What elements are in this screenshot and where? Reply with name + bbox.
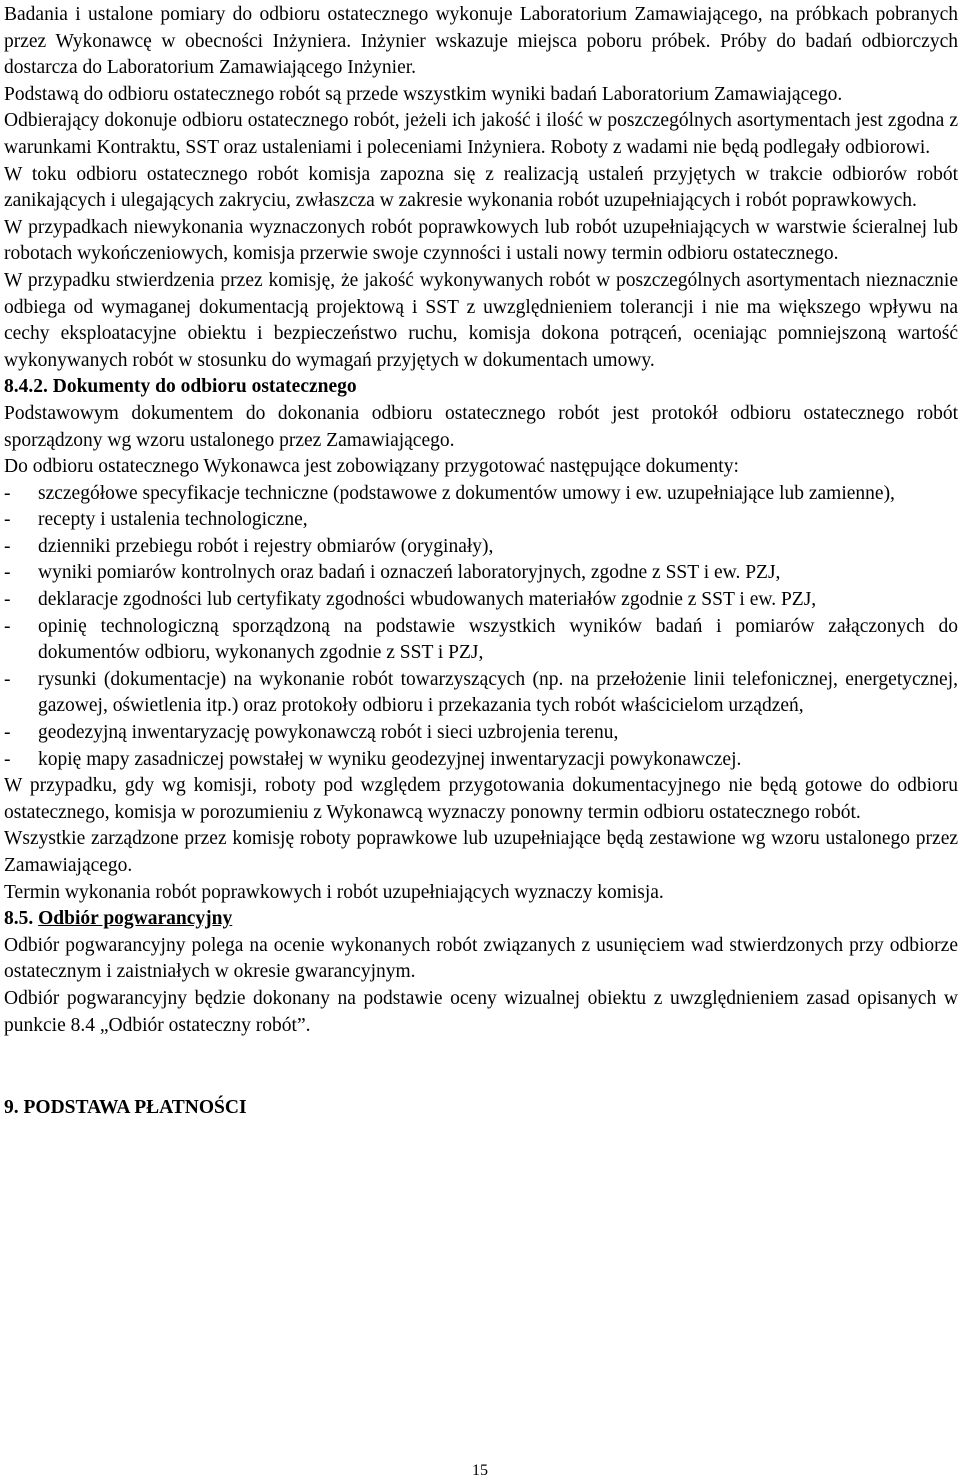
paragraph: Podstawowym dokumentem do dokonania odbioru ostatecznego robót jest protokół odbioru ostatecznego robót sporządzony wg wzoru ustalonego przez Zamawiającego.: [4, 402, 958, 451]
document-page: [4, 2, 958, 1122]
list-item-text: szczegółowe specyfikacje techniczne (podstawowe z dokumentów umowy i ew. uzupełniające lub zamienne),: [38, 482, 895, 504]
paragraph: Badania i ustalone pomiary do odbioru ostatecznego wykonuje Laboratorium Zamawiającego, na próbkach pobranych przez Wykonawcę w obecności Inżyniera. Inżynier wskazuje miejsca poboru próbek. Próby do badań odbiorczych dostarcza do Laboratorium Zamawiającego Inżynier.: [4, 4, 958, 79]
list-item: [4, 614, 958, 667]
paragraph: Do odbioru ostatecznego Wykonawca jest zobowiązany przygotować następujące dokumenty:: [4, 456, 739, 478]
bullet-dash: -: [4, 748, 11, 770]
spacer: [4, 1039, 958, 1095]
heading-number: 8.4.2.: [4, 376, 53, 398]
bullet-dash: -: [4, 722, 11, 744]
list-item-text: kopię mapy zasadniczej powstałej w wyniku geodezyjnej inwentaryzacji powykonawczej.: [38, 748, 742, 770]
paragraph: W przypadku, gdy wg komisji, roboty pod względem przygotowania dokumentacyjnego nie będą gotowe do odbioru ostatecznego, komisja w porozumieniu z Wykonawcą wyznaczy ponowny termin odbioru ostatecznego robót.: [4, 775, 958, 823]
page-number: 15: [472, 1462, 488, 1479]
list-item: [4, 747, 958, 774]
list-item: [4, 534, 958, 561]
list-item: [4, 667, 958, 720]
list-item-text: deklaracje zgodności lub certyfikaty zgodności wbudowanych materiałów zgodnie z SST i ew. PZJ,: [38, 589, 817, 611]
paragraph: Termin wykonania robót poprawkowych i robót uzupełniających wyznaczy komisja.: [4, 881, 664, 903]
list-item-text: rysunki (dokumentacje) na wykonanie robót towarzyszących (np. na przełożenie linii telefonicznej, energetycznej, gazowej, oświetlenia itp.) oraz protokoły odbioru i przekazania tych robót właścicielom urządzeń,: [38, 668, 958, 717]
heading-number: 8.5.: [4, 908, 39, 930]
list-item: [4, 507, 958, 534]
document-list: [4, 481, 958, 774]
list-item: [4, 720, 958, 747]
bullet-dash: -: [4, 615, 11, 637]
section-heading-8-4-2: [4, 374, 958, 401]
chapter-heading-9: 9. PODSTAWA PŁATNOŚCI: [4, 1097, 247, 1119]
paragraph: W przypadku stwierdzenia przez komisję, że jakość wykonywanych robót w poszczególnych asortymentach nieznacznie odbiega od wymaganej dokumentacją projektową i SST z uwzględnieniem tolerancji i nie ma większego wpływu na cechy eksploatacyjne obiektu i bezpieczeństwo ruchu, komisja dokona potrąceń, oceniając pomniejszoną wartość wykonywanych robót w stosunku do wymagań przyjętych w dokumentach umowy.: [4, 269, 958, 371]
bullet-dash: -: [4, 668, 11, 690]
list-item: [4, 481, 958, 508]
paragraph: Odbiór pogwarancyjny polega na ocenie wykonanych robót związanych z usunięciem wad stwierdzonych przy odbiorze ostatecznym i zaistniałych w okresie gwarancyjnym.: [4, 934, 958, 983]
list-item-text: wyniki pomiarów kontrolnych oraz badań i oznaczeń laboratoryjnych, zgodne z SST i ew. PZJ,: [38, 562, 781, 584]
paragraph: Odbiór pogwarancyjny będzie dokonany na podstawie oceny wizualnej obiektu z uwzględnieniem zasad opisanych w punkcie 8.4 „Odbiór ostateczny robót”.: [4, 987, 958, 1036]
section-heading-8-5: [4, 906, 958, 933]
list-item-text: geodezyjną inwentaryzację powykonawczą robót i sieci uzbrojenia terenu,: [38, 722, 619, 744]
list-item: [4, 587, 958, 614]
heading-text: Dokumenty do odbioru ostatecznego: [52, 376, 357, 398]
bullet-dash: -: [4, 589, 11, 611]
paragraph: W toku odbioru ostatecznego robót komisja zapozna się z realizacją ustaleń przyjętych w trakcie odbiorów robót zanikających i ulegających zakryciu, zwłaszcza w zakresie wykonania robót uzupełniających i robót poprawkowych.: [4, 163, 958, 212]
paragraph: W przypadkach niewykonania wyznaczonych robót poprawkowych lub robót uzupełniających w warstwie ścieralnej lub robotach wykończeniowych, komisja przerwie swoje czynności i ustali nowy termin odbioru ostatecznego.: [4, 216, 958, 265]
list-item-text: dzienniki przebiegu robót i rejestry obmiarów (oryginały),: [38, 535, 494, 557]
list-item-text: opinię technologiczną sporządzoną na podstawie wszystkich wyników badań i pomiarów załączonych do dokumentów odbioru, wykonanych zgodnie z SST i PZJ,: [38, 615, 958, 664]
bullet-dash: -: [4, 509, 11, 531]
paragraph: Podstawą do odbioru ostatecznego robót są przede wszystkim wyniki badań Laboratorium Zamawiającego.: [4, 83, 843, 105]
list-item: [4, 560, 958, 587]
paragraph: Odbierający dokonuje odbioru ostatecznego robót, jeżeli ich jakość i ilość w poszczególnych asortymentach jest zgodna z warunkami Kontraktu, SST oraz ustaleniami i poleceniami Inżyniera. Roboty z wadami nie będą podlegały odbiorowi.: [4, 110, 958, 158]
paragraph: Wszystkie zarządzone przez komisję roboty poprawkowe lub uzupełniające będą zestawione wg wzoru ustalonego przez Zamawiającego.: [4, 828, 958, 876]
heading-text: Odbiór pogwarancyjny: [38, 908, 233, 930]
bullet-dash: -: [4, 562, 11, 584]
bullet-dash: -: [4, 535, 11, 557]
bullet-dash: -: [4, 482, 11, 504]
list-item-text: recepty i ustalenia technologiczne,: [38, 509, 308, 531]
